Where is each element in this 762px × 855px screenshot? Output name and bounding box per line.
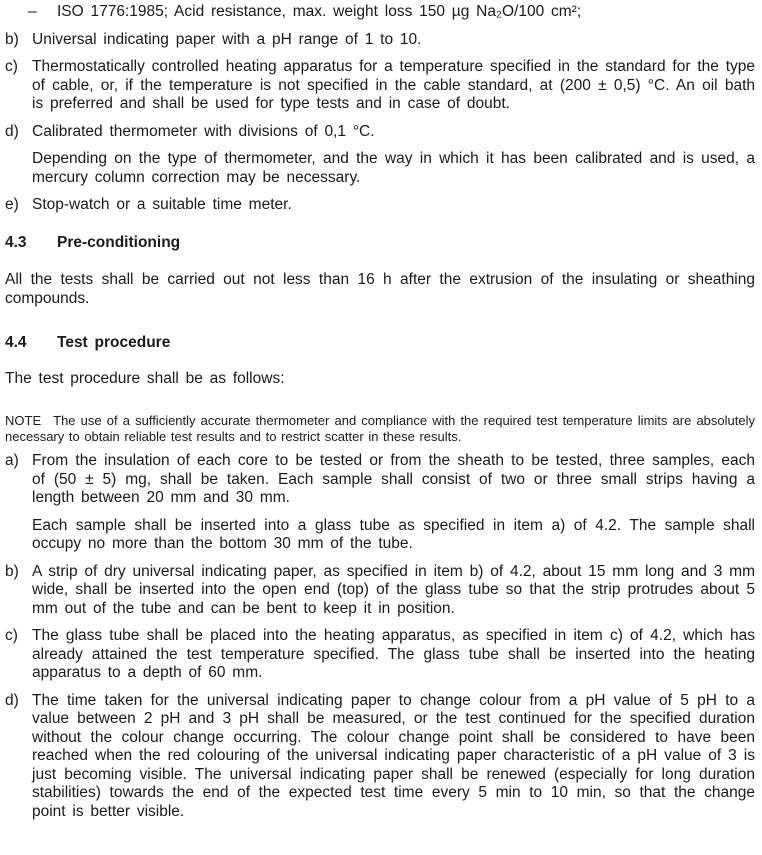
section-title: Pre-conditioning — [57, 233, 181, 251]
note-text: The use of a sufficiently accurate thermometer and compliance with the required test temperature limits are absolutely necessary to obtain reliable test results and to restrict scatter in these results. — [5, 413, 755, 444]
list-item-label: c) — [5, 58, 18, 75]
section-number: 4.3 — [5, 233, 27, 251]
section-title: Test procedure — [57, 334, 171, 351]
list-item-paragraph: The time taken for the universal indicating paper to change colour from a pH value of 5 pH to a value between 2 pH and 3 pH shall be measured, or the test continued for the specified duration without the colour change occurring. The colour change point shall be considered to have been reached when the red colouring of the universal indicating paper characteristic of a pH value of 3 is just becoming visible. The universal indicating paper shall be renewed (especially for long duration stabilities) towards the end of the expected test time every 5 min to 10 min, so that the change point is better visible. — [32, 691, 755, 820]
list-item-label: a) — [5, 452, 19, 469]
list-item-label: e) — [5, 196, 19, 213]
section-heading-4-3 — [5, 234, 755, 253]
list-item-paragraph: Thermostatically controlled heating apparatus for a temperature specified in the standard for the type of cable, or, if the temperature is not specified in the cable standard, at (200 ± 0,5) °C. An oil bath is preferred and shall be used for type tests and in case of doubt. — [32, 58, 755, 112]
list-item-e — [5, 196, 755, 215]
list-item-paragraph: Stop-watch or a suitable time meter. — [32, 196, 292, 213]
dash-marker: – — [28, 3, 37, 20]
list-item-label: c) — [5, 627, 18, 644]
list-item-paragraph: From the insulation of each core to be tested or from the sheath to be tested, three samples, each of (50 ± 5) mg, shall be taken. Each sample shall consist of two or three small strips having a length between 20 mm and 30 mm. — [32, 452, 755, 506]
list-item-label: b) — [5, 562, 19, 580]
iso-reference-text: ISO 1776:1985; Acid resistance, max. weight loss 150 µg Na₂O/100 cm²; — [57, 3, 582, 20]
list-item-d — [5, 123, 755, 188]
procedure-item-b — [5, 563, 755, 619]
list-item-paragraph: The glass tube shall be placed into the heating apparatus, as specified in item c) of 4.2, which has already attained the test temperature specified. The glass tube shall be inserted into the heating apparatus to a depth of 60 mm. — [32, 627, 755, 681]
list-item-paragraph: Calibrated thermometer with divisions of 0,1 °C. — [32, 122, 375, 140]
note-label: NOTE — [5, 413, 42, 428]
list-item-label: d) — [5, 691, 19, 709]
list-item-label: b) — [5, 30, 19, 48]
procedure-item-c — [5, 627, 755, 683]
list-item-paragraph: Each sample shall be inserted into a glass tube as specified in item a) of 4.2. The sample shall occupy no more than the bottom 30 mm of the tube. — [32, 516, 755, 552]
list-item-paragraph: Universal indicating paper with a pH range of 1 to 10. — [32, 30, 422, 48]
list-item-paragraph: Depending on the type of thermometer, and the way in which it has been calibrated and is used, a mercury column correction may be necessary. — [32, 150, 755, 186]
list-item-paragraph: A strip of dry universal indicating paper, as specified in item b) of 4.2, about 15 mm long and 3 mm wide, shall be inserted into the open end (top) of the glass tube so that the strip protrudes about 5 mm out of the tube and can be bent to keep it in position. — [32, 562, 755, 617]
list-item-label: d) — [5, 122, 19, 140]
list-item-c — [5, 58, 755, 114]
section-4-3-paragraph: All the tests shall be carried out not less than 16 h after the extrusion of the insulating or sheathing compounds. — [5, 271, 755, 307]
section-4-4-intro: The test procedure shall be as follows: — [5, 369, 285, 387]
procedure-item-a — [5, 452, 755, 554]
iso-reference-item — [5, 3, 755, 22]
note-paragraph — [5, 413, 755, 444]
list-item-b — [5, 31, 755, 50]
section-number: 4.4 — [5, 334, 27, 351]
section-heading-4-4 — [5, 334, 755, 353]
procedure-item-d — [5, 692, 755, 822]
